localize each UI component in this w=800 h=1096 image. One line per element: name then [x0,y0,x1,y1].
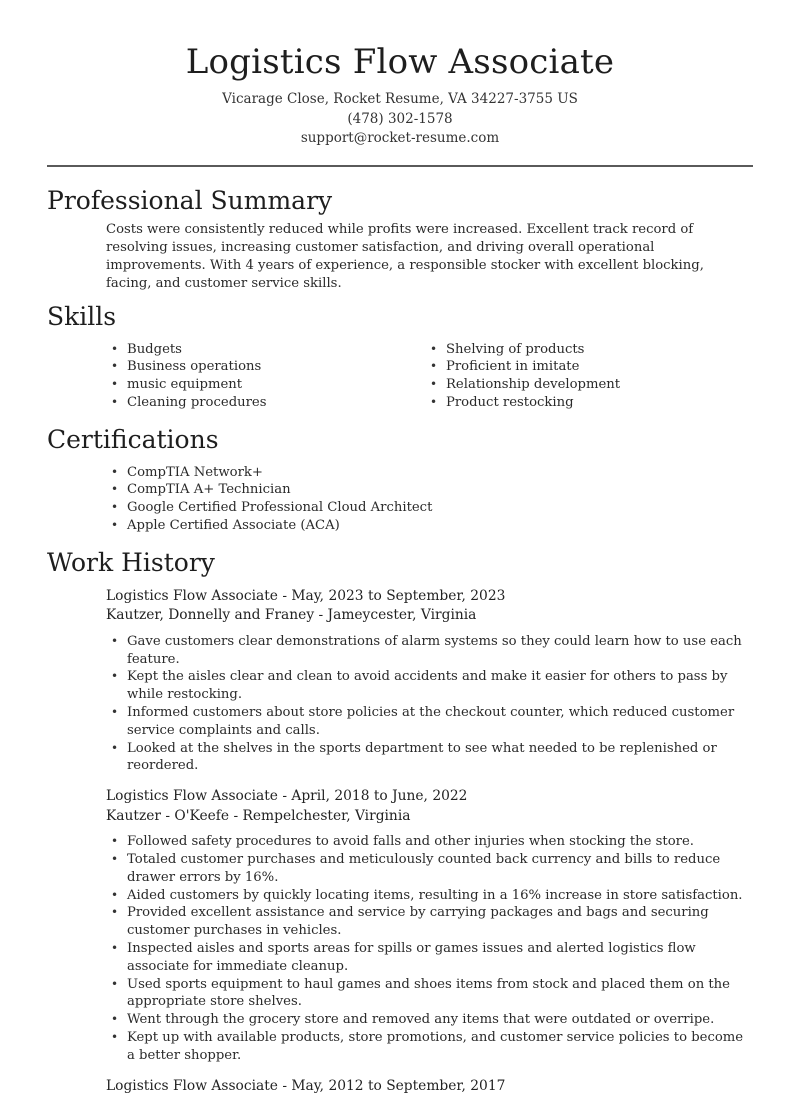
job-entry [0,1077,800,1096]
skill-item: • Cleaning procedures [106,394,425,412]
job-bullet: • Gave customers clear demonstrations of alarm systems so they could learn how to use each feature. [106,633,752,669]
job-company-location: Kautzer, Donnelly and Franey - Jameycester, Virginia [106,607,477,624]
phone: (478) 302-1578 [347,110,453,127]
job-bullet: • Kept up with available products, store promotions, and customer service policies to become a better shopper. [106,1029,752,1065]
address: Vicarage Close, Rocket Resume, VA 34227-3755 US [222,91,578,107]
job-bullet: • Aided customers by quickly locating items, resulting in a 16% increase in store satisfaction. [106,887,752,905]
job-bullet: • Looked at the shelves in the sports department to see what needed to be replenished or reordered. [106,740,752,776]
certification-item: • CompTIA A+ Technician [106,481,800,499]
skill-item: • Product restocking [425,394,744,412]
section-heading-summary: Professional Summary [47,185,333,215]
skills-columns [0,341,800,412]
job-bullet: • Provided excellent assistance and service by carrying packages and bags and securing customer purchases in vehicles. [106,904,752,940]
job-title-dates: Logistics Flow Associate - April, 2018 to June, 2022 [106,788,468,805]
section-heading-certifications: Certifications [47,424,219,454]
skill-item: • Budgets [106,341,425,359]
summary-section [0,185,800,293]
contact-info [0,90,800,149]
section-heading-work-history: Work History [47,547,215,577]
skill-item: • Business operations [106,358,425,376]
certifications-list [0,464,800,535]
email: support@rocket-resume.com [300,130,500,146]
resume-header [0,0,800,149]
job-bullet: • Kept the aisles clear and clean to avoid accidents and make it easier for others to pass by while restocking. [106,668,752,704]
skills-list-left [106,341,425,412]
certification-item: • Apple Certified Associate (ACA) [106,517,800,535]
skills-list-right [425,341,744,412]
skill-item: • Shelving of products [425,341,744,359]
job-entry [0,587,800,775]
skill-item: • Proficient in imitate [425,358,744,376]
job-bullet: • Inspected aisles and sports areas for spills or games issues and alerted logistics flow associate for immediate cleanup. [106,940,752,976]
job-company-location: Kautzer - O'Keefe - Rempelchester, Virginia [106,807,411,824]
header-divider [47,165,753,167]
job-bullet: • Informed customers about store policies at the checkout counter, which reduced customer service complaints and calls. [106,704,752,740]
job-title-dates: Logistics Flow Associate - May, 2023 to September, 2023 [106,587,506,604]
summary-text: Costs were consistently reduced while profits were increased. Excellent track record of resolving issues, increasing customer satisfaction, and driving overall operational improvements. With 4 years of experience, a responsible stocker with excellent blocking, facing, and customer service skills. [106,221,704,291]
section-heading-skills: Skills [47,301,117,331]
job-bullet: • Totaled customer purchases and meticulously counted back currency and bills to reduce drawer errors by 16%. [106,851,752,887]
skill-item: • music equipment [106,376,425,394]
certifications-section [0,424,800,535]
certification-item: • Google Certified Professional Cloud Architect [106,499,800,517]
certification-item: • CompTIA Network+ [106,464,800,482]
job-entry [0,787,800,1064]
job-bullet: • Went through the grocery store and removed any items that were outdated or overripe. [106,1011,752,1029]
job-title-dates: Logistics Flow Associate - May, 2012 to September, 2017 [106,1077,506,1094]
jobs-list [0,587,800,1096]
job-bullet: • Used sports equipment to haul games and shoes items from stock and placed them on the appropriate store shelves. [106,976,752,1012]
skill-item: • Relationship development [425,376,744,394]
skills-section [0,301,800,412]
job-bullets [106,833,752,1064]
job-bullets [106,633,752,775]
work-history-section [0,547,800,1096]
candidate-name: Logistics Flow Associate [185,42,615,82]
job-bullet: • Followed safety procedures to avoid falls and other injuries when stocking the store. [106,833,752,851]
